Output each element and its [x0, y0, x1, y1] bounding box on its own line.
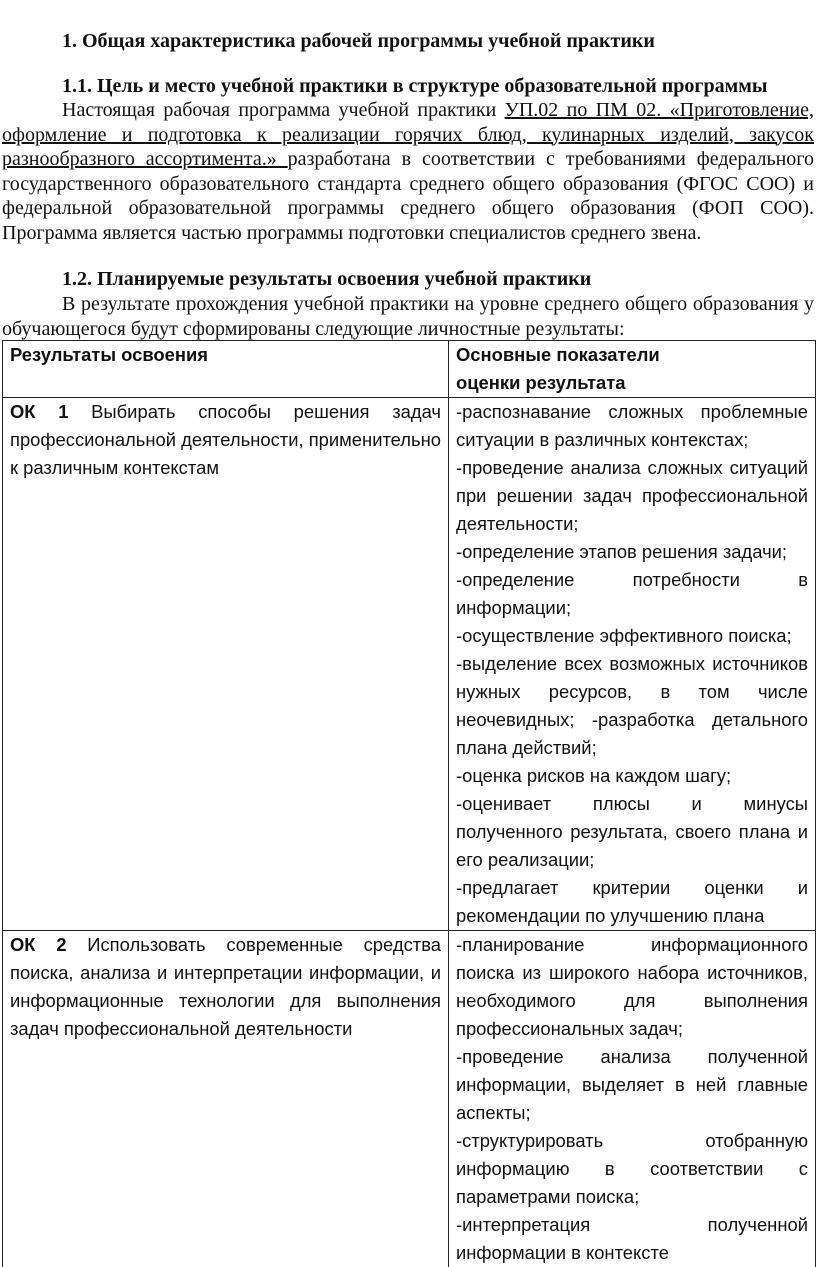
indicator-item: -выделение всех возможных источников нужных ресурсов, в том числе неочевидных; -разработка детального плана действий;	[456, 650, 808, 762]
competence-code: ОК 2	[10, 934, 67, 955]
indicator-item: -предлагает критерии оценки и рекомендации по улучшению плана	[456, 874, 808, 930]
indicator-item: -определение потребности в информации;	[456, 566, 808, 622]
results-table	[2, 340, 816, 1267]
indicator-item: -распознавание сложных проблемные ситуации в различных контекстах;	[456, 398, 808, 454]
indicator-item: -проведение анализа сложных ситуаций при решении задач профессиональной деятельности;	[456, 454, 808, 538]
result-cell	[3, 931, 449, 1267]
section-1-2-heading: 1.2. Планируемые результаты освоения учебной практики	[62, 268, 591, 291]
section-1-2-paragraph: В результате прохождения учебной практики на уровне среднего общего образования у обучающегося будут сформированы следующие личностные результаты:	[2, 292, 814, 341]
table-row	[3, 931, 816, 1267]
table-header-row	[3, 341, 816, 398]
indicator-item: -структурировать отобранную информацию в соответствии с параметрами поиска;	[456, 1127, 808, 1211]
section-1-1-heading: 1.1. Цель и место учебной практики в структуре образовательной программы	[62, 75, 767, 98]
header-indicators	[449, 341, 816, 398]
indicator-item: -оценка рисков на каждом шагу;	[456, 762, 808, 790]
table-row	[3, 398, 816, 931]
section-1-1-paragraph	[2, 98, 814, 246]
indicator-item: -определение этапов решения задачи;	[456, 538, 808, 566]
paragraph-text-before: Настоящая рабочая программа учебной практики	[62, 99, 505, 121]
section-1-heading: 1. Общая характеристика рабочей программы учебной практики	[62, 30, 655, 53]
competence-text: Использовать современные средства поиска, анализа и интерпретации информации, и информационные технологии для выполнения задач профессиональной деятельности	[10, 934, 441, 1039]
indicator-item: -осуществление эффективного поиска;	[456, 622, 808, 650]
competence-code: ОК 1	[10, 401, 68, 422]
competence-text: Выбирать способы решения задач профессиональной деятельности, применительно к различным контекстам	[10, 401, 441, 478]
header-indicators-line1: Основные показатели	[456, 341, 808, 369]
indicator-item: -проведение анализа полученной информации, выделяет в ней главные аспекты;	[456, 1043, 808, 1127]
indicators-cell	[449, 931, 816, 1267]
header-results: Результаты освоения	[3, 341, 449, 398]
result-cell	[3, 398, 449, 931]
paragraph-text-after: разработана в соответствии с требованиями федерального государственного образовательного стандарта среднего общего образования (ФГОС СОО) и федеральной образовательной программы среднего общего образования (ФОП СОО). Программа является частью программы подготовки специалистов среднего звена.	[2, 148, 814, 244]
program-name-underlined: УП.02 по ПМ 02. «Приготовление, оформление и подготовка к реализации горячих блюд, кулинарных изделий, закусок разнообразного ассортимента.»	[2, 99, 814, 170]
indicator-item: -планирование информационного поиска из широкого набора источников, необходимого для выполнения профессиональных задач;	[456, 931, 808, 1043]
indicator-item: -интерпретация полученной информации в контексте	[456, 1211, 808, 1267]
indicators-cell	[449, 398, 816, 931]
header-indicators-line2: оценки результата	[456, 369, 808, 397]
indicator-item: -оценивает плюсы и минусы полученного результата, своего плана и его реализации;	[456, 790, 808, 874]
